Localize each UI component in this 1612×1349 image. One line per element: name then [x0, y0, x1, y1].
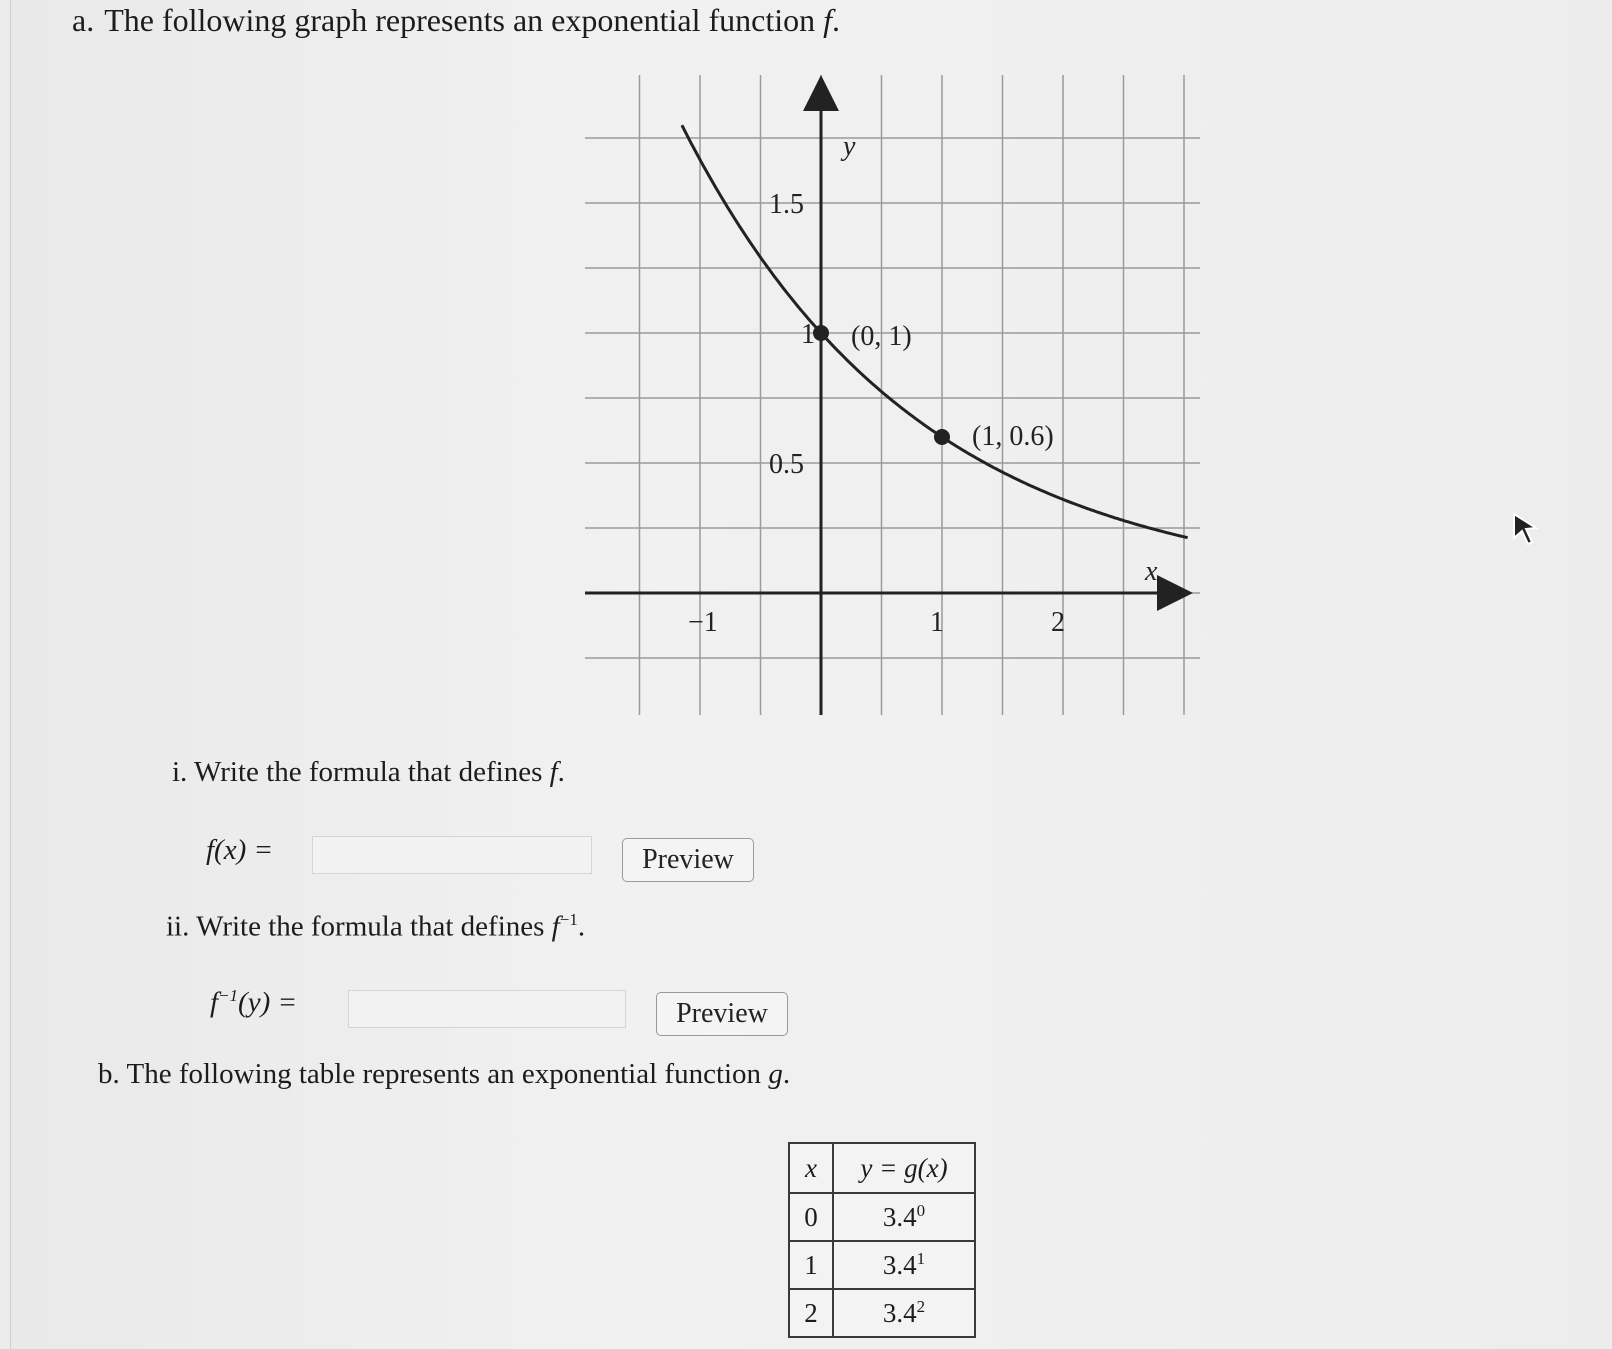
- y-tick-label: 0.5: [769, 449, 804, 480]
- table-cell-y: [833, 1241, 975, 1289]
- point-label: (0, 1): [851, 321, 912, 352]
- f-inverse-f: f: [210, 986, 219, 1019]
- question-i-text: Write the formula that defines: [194, 756, 543, 788]
- table-cell-y: [833, 1289, 975, 1337]
- exponential-graph: [585, 75, 1225, 740]
- f-inverse-formula-input[interactable]: [348, 990, 626, 1028]
- g-values-table: [788, 1142, 976, 1338]
- question-i-number: i.: [172, 756, 188, 788]
- question-ii: [166, 910, 585, 944]
- mouse-cursor-icon: [1512, 512, 1540, 546]
- question-ii-text: Write the formula that defines: [196, 910, 545, 943]
- table-row: [789, 1289, 975, 1337]
- f-formula-input[interactable]: [312, 836, 592, 874]
- cell-exponent: 1: [916, 1249, 926, 1268]
- y-tick-label: 1: [801, 319, 815, 350]
- question-i-end: .: [557, 756, 565, 788]
- table-cell-x: 0: [789, 1193, 833, 1241]
- question-ii-func: f: [551, 910, 560, 943]
- f-of-x-label: f(x) =: [206, 834, 274, 866]
- y-tick-label: 1.5: [769, 189, 804, 220]
- question-ii-sup: −1: [559, 910, 578, 929]
- table-header-row: [789, 1143, 975, 1193]
- x-tick-label: −1: [688, 607, 718, 638]
- cell-exponent: 2: [916, 1297, 926, 1316]
- table-header-x: x: [789, 1143, 833, 1193]
- cell-base: 3.4: [882, 1202, 917, 1232]
- labeled-point: [813, 325, 829, 341]
- labeled-point: [934, 429, 950, 445]
- preview-button-f[interactable]: Preview: [622, 838, 754, 882]
- part-b-letter: b.: [98, 1058, 120, 1090]
- graph-canvas: [585, 75, 1225, 740]
- point-label: (1, 0.6): [972, 421, 1054, 452]
- x-tick-label: 1: [930, 607, 944, 638]
- f-inverse-sup: −1: [218, 986, 239, 1005]
- part-b-text: The following table represents an exponential function: [126, 1058, 762, 1090]
- x-axis-label: x: [1145, 556, 1158, 587]
- function-curve: [682, 125, 1188, 538]
- table-row: [789, 1193, 975, 1241]
- part-b-func: g: [768, 1058, 783, 1090]
- part-a-text: The following graph represents an exponential function: [104, 2, 816, 38]
- table-cell-x: 1: [789, 1241, 833, 1289]
- question-i: [172, 756, 565, 789]
- part-a-letter: a.: [72, 2, 95, 38]
- question-ii-end: .: [577, 910, 586, 943]
- table-cell-y: [833, 1193, 975, 1241]
- part-a-end: .: [831, 2, 840, 38]
- part-a-prompt: [72, 2, 840, 39]
- part-b-end: .: [782, 1058, 791, 1090]
- part-a-func: f: [823, 2, 832, 38]
- cell-base: 3.4: [882, 1298, 917, 1328]
- f-inverse-rest: (y) =: [238, 986, 298, 1019]
- question-ii-number: ii.: [166, 910, 190, 943]
- f-inverse-label: [210, 986, 297, 1020]
- x-tick-label: 2: [1051, 607, 1065, 638]
- cell-exponent: 0: [916, 1201, 926, 1220]
- table-cell-x: 2: [789, 1289, 833, 1337]
- cell-base: 3.4: [882, 1250, 917, 1280]
- table-header-y: y = g(x): [833, 1143, 975, 1193]
- table-row: [789, 1241, 975, 1289]
- part-b-prompt: [98, 1058, 790, 1091]
- preview-button-f-inverse[interactable]: Preview: [656, 992, 788, 1036]
- y-axis-label: y: [843, 131, 856, 162]
- question-i-func: f: [549, 756, 558, 788]
